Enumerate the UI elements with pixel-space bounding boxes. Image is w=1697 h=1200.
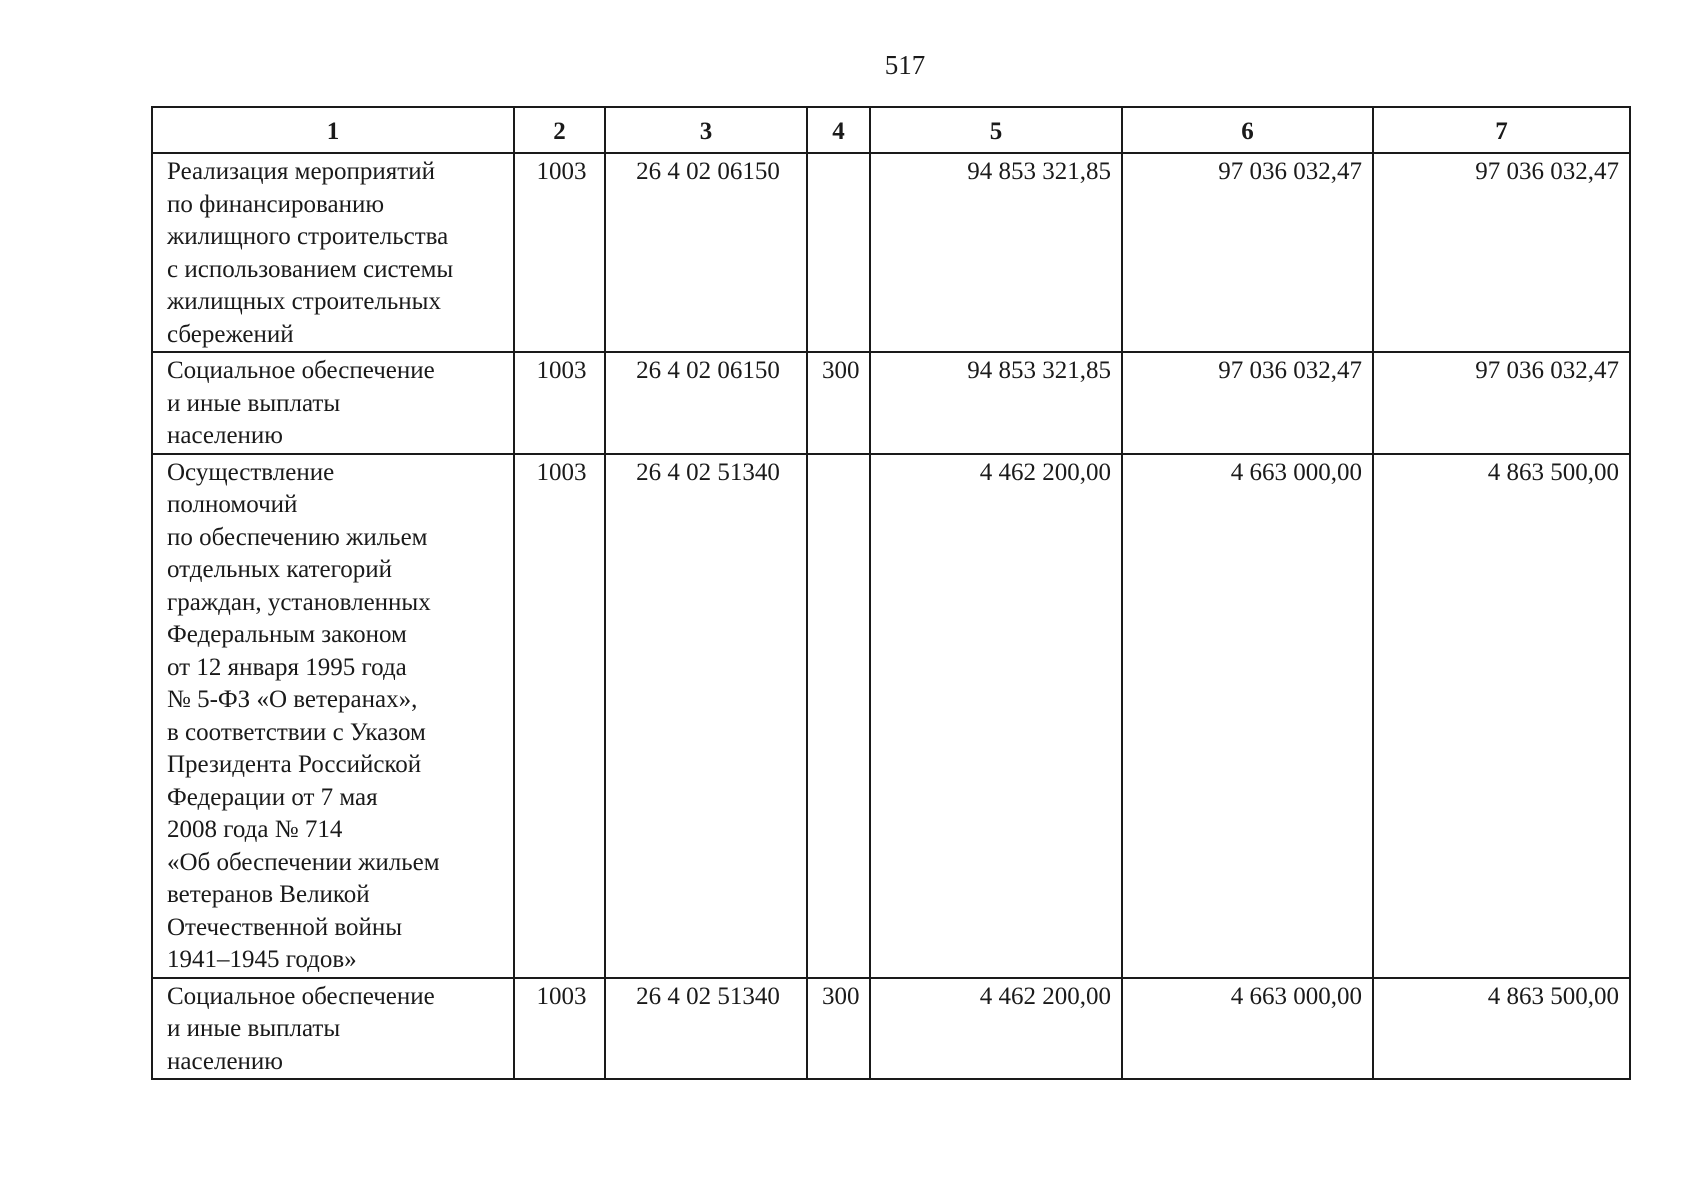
header-col-5: 5 xyxy=(870,107,1122,153)
table-body xyxy=(152,153,1630,1079)
item-name-line: Федерации от 7 мая xyxy=(167,783,378,811)
section-code-cell: 1003 xyxy=(514,454,605,978)
expense-type-cell xyxy=(807,153,870,352)
item-name-line: Отечественной войны xyxy=(167,913,403,941)
target-article-cell: 26 4 02 51340 xyxy=(605,978,807,1080)
table-row xyxy=(152,153,1630,352)
section-code-cell: 1003 xyxy=(514,978,605,1080)
item-name-line: ветеранов Великой xyxy=(167,881,370,908)
amount-col-6-cell: 4 663 000,00 xyxy=(1122,978,1373,1080)
amount-col-7-cell: 97 036 032,47 xyxy=(1373,352,1630,454)
item-name-cell xyxy=(152,978,514,1080)
table-row xyxy=(152,454,1630,978)
item-name-line: Федеральным законом xyxy=(167,621,407,648)
item-name-line: сбережений xyxy=(167,320,294,348)
expense-type-cell: 300 xyxy=(807,978,870,1080)
amount-col-7-cell: 97 036 032,47 xyxy=(1373,153,1630,352)
item-name-line: жилищных строительных xyxy=(167,288,441,315)
item-name-line: Осуществление xyxy=(167,458,335,486)
item-name-line: Президента Российской xyxy=(167,751,422,778)
header-col-4: 4 xyxy=(807,107,870,153)
item-name-line: по финансированию xyxy=(167,190,385,218)
page-number: 517 xyxy=(884,50,926,80)
item-name-line: и иные выплаты xyxy=(167,1015,341,1042)
target-article-cell: 26 4 02 51340 xyxy=(605,454,807,978)
item-name-line: № 5-ФЗ «О ветеранах», xyxy=(167,686,418,713)
header-col-1: 1 xyxy=(152,107,514,153)
amount-col-6-cell: 97 036 032,47 xyxy=(1122,153,1373,352)
target-article-cell: 26 4 02 06150 xyxy=(605,352,807,454)
item-name-line: Социальное обеспечение xyxy=(167,982,435,1010)
item-name-line: в соответствии с Указом xyxy=(167,718,426,746)
amount-col-5-cell: 94 853 321,85 xyxy=(870,153,1122,352)
amount-col-5-cell: 4 462 200,00 xyxy=(870,978,1122,1080)
item-name-line: и иные выплаты xyxy=(167,389,341,417)
header-row xyxy=(152,107,1630,153)
amount-col-6-cell: 97 036 032,47 xyxy=(1122,352,1373,454)
item-name-line: полномочий xyxy=(167,491,298,518)
item-name-line: «Об обеспечении жильем xyxy=(167,848,440,876)
expense-type-cell: 300 xyxy=(807,352,870,454)
item-name-line: 2008 года № 714 xyxy=(167,816,343,843)
item-name-line: жилищного строительства xyxy=(167,223,449,250)
amount-col-5-cell: 94 853 321,85 xyxy=(870,352,1122,454)
item-name-line: отдельных категорий xyxy=(167,556,393,583)
item-name-line: Социальное обеспечение xyxy=(167,357,435,384)
table-row xyxy=(152,978,1630,1080)
amount-col-5-cell: 4 462 200,00 xyxy=(870,454,1122,978)
expense-type-cell xyxy=(807,454,870,978)
item-name-line: населению xyxy=(167,422,283,449)
item-name-line: Реализация мероприятий xyxy=(167,158,435,185)
header-col-6: 6 xyxy=(1122,107,1373,153)
header-col-7: 7 xyxy=(1373,107,1630,153)
table-header xyxy=(152,107,1630,153)
section-code-cell: 1003 xyxy=(514,153,605,352)
table-row xyxy=(152,352,1630,454)
budget-table xyxy=(151,106,1631,1080)
amount-col-6-cell: 4 663 000,00 xyxy=(1122,454,1373,978)
target-article-cell: 26 4 02 06150 xyxy=(605,153,807,352)
section-code-cell: 1003 xyxy=(514,352,605,454)
header-col-3: 3 xyxy=(605,107,807,153)
amount-col-7-cell: 4 863 500,00 xyxy=(1373,978,1630,1080)
item-name-cell xyxy=(152,352,514,454)
item-name-cell xyxy=(152,454,514,978)
item-name-line: от 12 января 1995 года xyxy=(167,653,407,681)
item-name-line: по обеспечению жильем xyxy=(167,523,428,551)
header-col-2: 2 xyxy=(514,107,605,153)
item-name-line: населению xyxy=(167,1047,283,1075)
item-name-line: граждан, установленных xyxy=(167,588,431,616)
amount-col-7-cell: 4 863 500,00 xyxy=(1373,454,1630,978)
item-name-line: с использованием системы xyxy=(167,255,454,283)
item-name-cell xyxy=(152,153,514,352)
item-name-line: 1941–1945 годов» xyxy=(167,946,357,973)
